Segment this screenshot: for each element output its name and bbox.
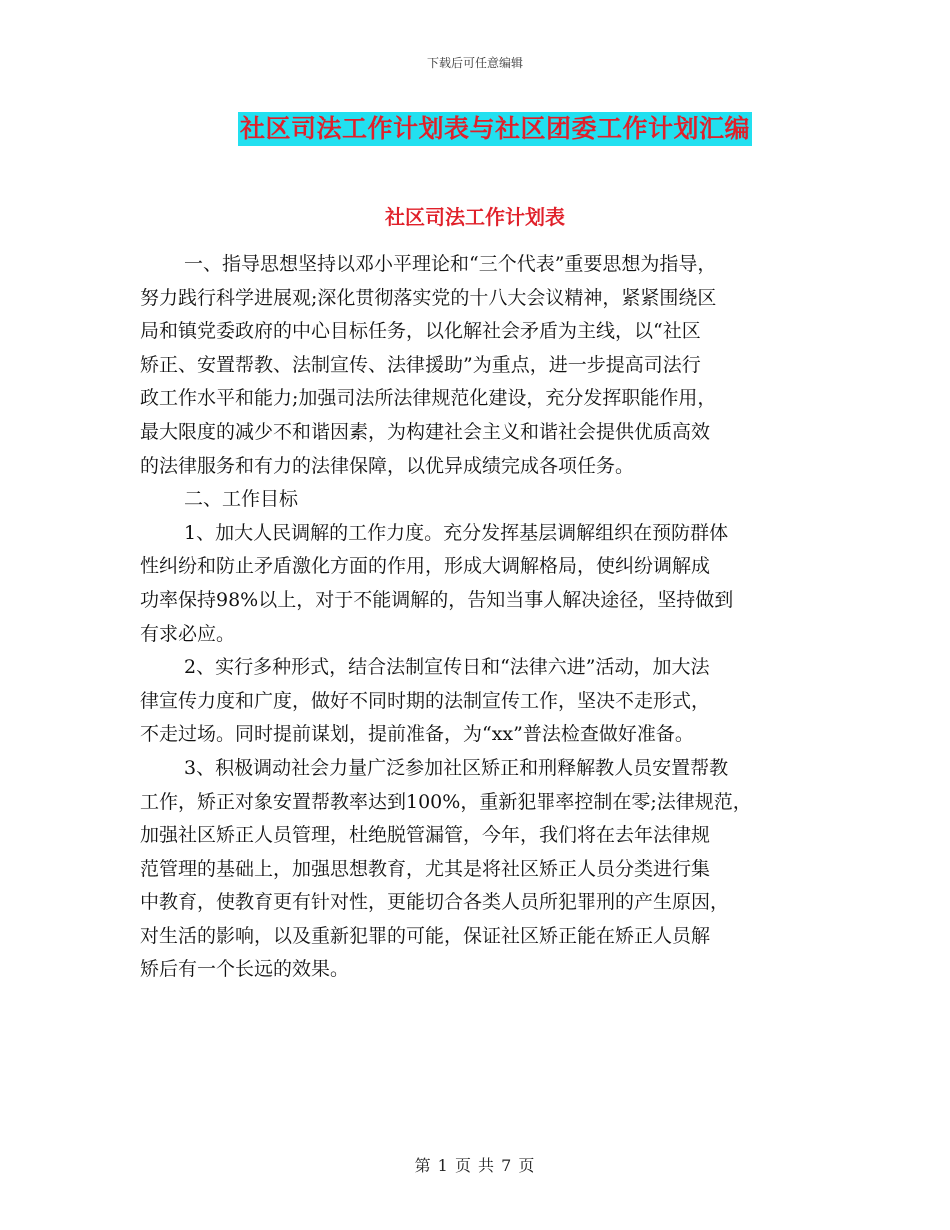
paragraph-line: 最大限度的减少不和谐因素，为构建社会主义和谐社会提供优质高效: [140, 420, 711, 443]
paragraph-goal-2: [140, 651, 815, 752]
paragraph-line: 律宣传力度和广度，做好不同时期的法制宣传工作，坚决不走形式，: [140, 689, 711, 712]
paragraph-line: 努力践行科学进展观;深化贯彻落实党的十八大会议精神，紧紧围绕区: [140, 286, 717, 309]
main-title: 社区司法工作计划表与社区团委工作计划汇编: [238, 112, 752, 146]
paragraph-line: 工作，矫正对象安置帮教率达到100%，重新犯罪率控制在零;法律规范，: [140, 790, 752, 813]
paragraph-guiding-ideology: [140, 248, 815, 483]
paragraph-line: 一、指导思想坚持以邓小平理论和“三个代表”重要思想为指导，: [184, 253, 717, 275]
paragraph-line: 2、实行多种形式，结合法制宣传日和“法律六进”活动，加大法: [184, 656, 710, 679]
paragraph-line: 的法律服务和有力的法律保障，以优异成绩完成各项任务。: [140, 454, 635, 477]
main-title-container: [0, 112, 950, 146]
paragraph-line: 二、工作目标: [184, 488, 299, 511]
section-title: 社区司法工作计划表: [385, 205, 565, 229]
paragraph-line: 不走过场。同时提前谋划，提前准备，为“xx”普法检查做好准备。: [140, 723, 694, 746]
paragraph-line: 功率保持98%以上，对于不能调解的，告知当事人解决途径，坚持做到: [140, 588, 734, 611]
paragraph-goal-1: [140, 517, 815, 651]
paragraph-line: 加强社区矫正人员管理，杜绝脱管漏管，今年，我们将在去年法律规: [140, 824, 711, 847]
paragraph-line: 矫正、安置帮教、法制宣传、法律援助”为重点，进一步提高司法行: [140, 353, 701, 376]
paragraph-line: 有求必应。: [140, 622, 236, 645]
paragraph-line: 范管理的基础上，加强思想教育，尤其是将社区矫正人员分类进行集: [140, 857, 711, 880]
paragraph-line: 性纠纷和防止矛盾激化方面的作用，形成大调解格局，使纠纷调解成: [140, 555, 711, 578]
paragraph-line: 中教育，使教育更有针对性，更能切合各类人员所犯罪刑的产生原因，: [140, 891, 730, 914]
paragraph-line: 矫后有一个长远的效果。: [140, 958, 350, 981]
paragraph-line: 1、加大人民调解的工作力度。充分发挥基层调解组织在预防群体: [184, 521, 729, 544]
paragraph-line: 局和镇党委政府的中心目标任务，以化解社会矛盾为主线，以“社区: [140, 320, 701, 343]
paragraph-line: 对生活的影响，以及重新犯罪的可能，保证社区矫正能在矫正人员解: [140, 924, 711, 947]
header-note: 下载后可任意编辑: [426, 56, 523, 70]
paragraph-work-goals-heading: [140, 483, 815, 517]
paragraph-goal-3: [140, 752, 815, 987]
paragraph-line: 3、积极调动社会力量广泛参加社区矫正和刑释解教人员安置帮教: [184, 756, 729, 779]
page-number-footer: 第 1 页 共 7 页: [414, 1156, 536, 1175]
body-text: [140, 248, 815, 987]
paragraph-line: 政工作水平和能力;加强司法所法律规范化建设，充分发挥职能作用，: [140, 387, 717, 410]
